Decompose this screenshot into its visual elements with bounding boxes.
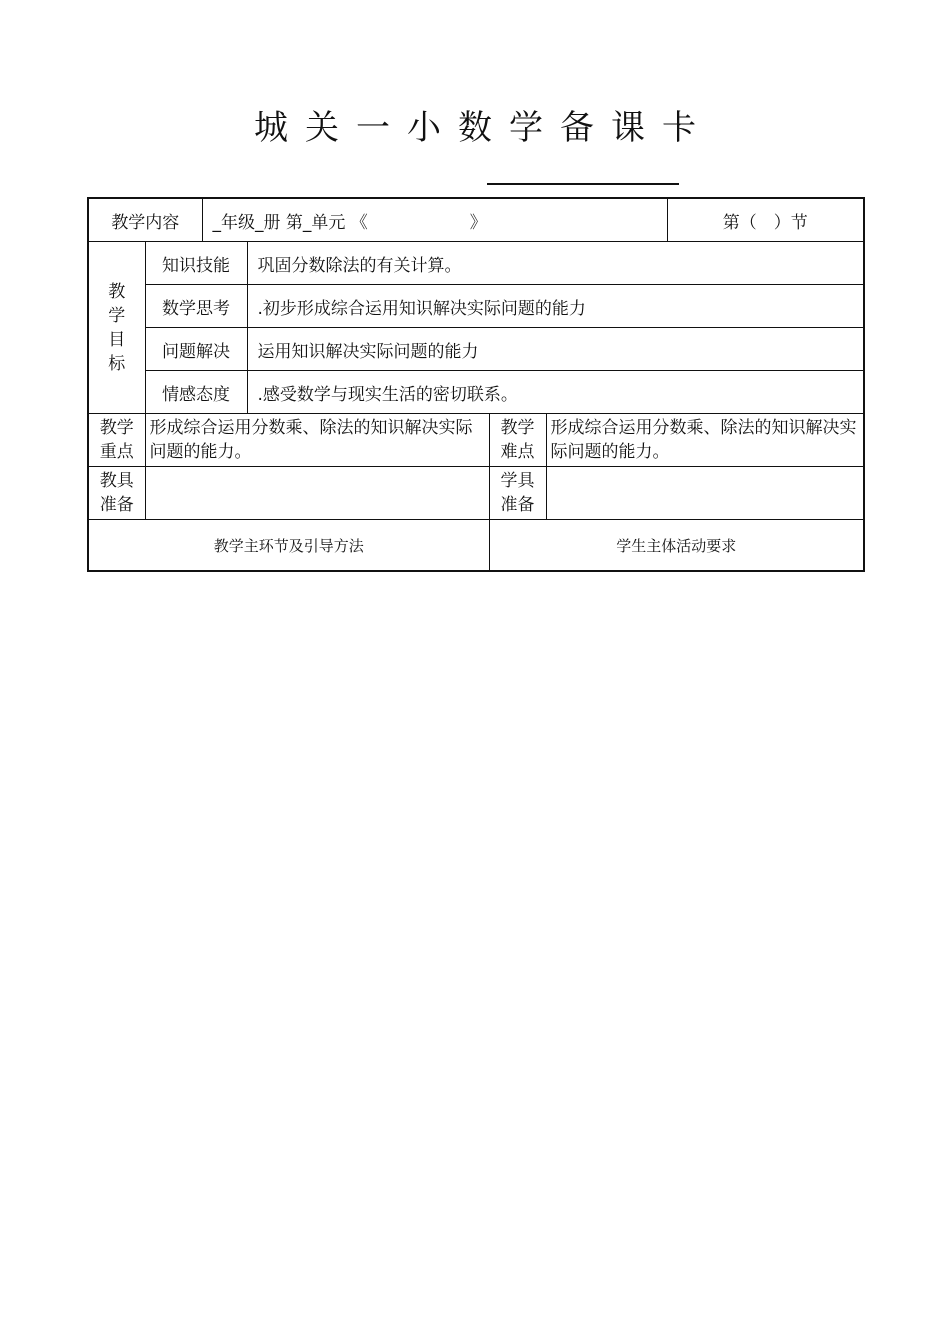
activity-header-row xyxy=(88,520,864,572)
goal-row xyxy=(88,328,864,371)
student-activity-header: 学生主体活动要求 xyxy=(489,520,864,572)
student-tools-value[interactable] xyxy=(546,467,864,520)
lesson-card-table xyxy=(87,197,865,572)
goal-category: 数学思考 xyxy=(145,285,247,328)
goals-label: 教 学 目 标 xyxy=(88,242,145,414)
difficult-point-label: 教学 难点 xyxy=(489,414,546,467)
teaching-steps-header: 教学主环节及引导方法 xyxy=(88,520,489,572)
lesson-number: 第（ ）节 xyxy=(667,198,864,242)
goal-text: .初步形成综合运用知识解决实际问题的能力 xyxy=(247,285,864,328)
prep-row xyxy=(88,467,864,520)
teacher-tools-label: 教具 准备 xyxy=(88,467,145,520)
goal-category: 情感态度 xyxy=(145,371,247,414)
page-title: 城关一小数学备课卡 xyxy=(254,108,713,148)
key-point-text: 形成综合运用分数乘、除法的知识解决实际问题的能力。 xyxy=(145,414,489,467)
difficult-point-text: 形成综合运用分数乘、除法的知识解决实际问题的能力。 xyxy=(546,414,864,467)
goal-category: 问题解决 xyxy=(145,328,247,371)
goal-category: 知识技能 xyxy=(145,242,247,285)
goal-row xyxy=(88,371,864,414)
content-row xyxy=(88,198,864,242)
focus-row xyxy=(88,414,864,467)
student-tools-label: 学具 准备 xyxy=(489,467,546,520)
goal-row xyxy=(88,285,864,328)
content-label: 教学内容 xyxy=(88,198,202,242)
goal-row xyxy=(88,242,864,285)
goal-text: .感受数学与现实生活的密切联系。 xyxy=(247,371,864,414)
goal-text: 运用知识解决实际问题的能力 xyxy=(247,328,864,371)
key-point-label: 教学 重点 xyxy=(88,414,145,467)
goal-text: 巩固分数除法的有关计算。 xyxy=(247,242,864,285)
content-value: _年级_册 第_单元 《 》 xyxy=(202,198,667,242)
teacher-tools-value[interactable] xyxy=(145,467,489,520)
title-underline-blank xyxy=(487,183,679,185)
